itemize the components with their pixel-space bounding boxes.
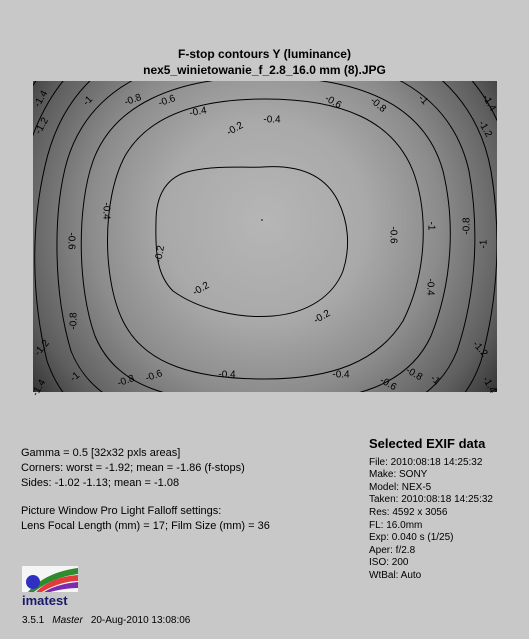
pw-settings — [21, 504, 270, 534]
contour-label: -0.2 — [190, 280, 212, 299]
contour-label: -1 — [415, 93, 430, 108]
contour-label: -0.8 — [367, 95, 389, 115]
contour-label: -0.4 — [263, 114, 281, 126]
contour-label: -0.8 — [68, 312, 80, 330]
logo-text: imatest — [22, 593, 68, 608]
exif-row: Taken: 2010:08:18 14:25:32 — [369, 494, 493, 506]
corners-text: Corners: worst = -1.92; mean = -1.86 (f-stops) — [21, 462, 245, 474]
contour-label: -0.4 — [100, 202, 112, 220]
contour-label: -0.2 — [311, 308, 333, 327]
run-date: 20-Aug-2010 13:08:06 — [90, 615, 191, 626]
exif-title: Selected EXIF data — [369, 436, 486, 451]
contour-label: -1.4 — [479, 92, 498, 114]
contour-label: -0.8 — [461, 217, 473, 235]
center-marker — [261, 219, 263, 221]
contour-label: -1 — [81, 94, 96, 109]
contour-label: -0.6 — [144, 368, 165, 385]
version-line — [22, 615, 190, 626]
contour-label: -0.4 — [424, 278, 436, 296]
plot-background — [33, 81, 497, 392]
exif-row: Exp: 0.040 s (1/25) — [369, 532, 454, 544]
gamma-text: Gamma = 0.5 [32x32 pxls areas] — [21, 447, 181, 459]
contour-label: -1.4 — [479, 374, 498, 396]
pw-title: Picture Window Pro Light Falloff settings: — [21, 505, 222, 517]
exif-row: File: 2010:08:18 14:25:32 — [369, 456, 483, 468]
exif-row: Aper: f/2.8 — [369, 544, 416, 556]
exif-row: WtBal: Auto — [369, 569, 422, 581]
exif-row: Model: NEX-5 — [369, 481, 432, 493]
contour-label: -0.6 — [322, 93, 344, 112]
contour-label: -0.8 — [123, 92, 144, 109]
contour-label: -1 — [427, 373, 442, 388]
contour-label: -0.4 — [332, 369, 350, 381]
falloff-stats — [21, 446, 245, 491]
contour-label: -1 — [425, 221, 437, 231]
exif-row: ISO: 200 — [369, 557, 409, 569]
exif-row: FL: 16.0mm — [369, 519, 423, 531]
contour-label: -0.4 — [188, 105, 208, 120]
contour-label: -1.4 — [30, 377, 49, 399]
contour-label: -1.2 — [32, 337, 52, 359]
contour-label: -0.6 — [65, 232, 77, 250]
contour-label: -1.2 — [470, 338, 490, 360]
pw-values: Lens Focal Length (mm) = 17; Film Size (mm) = 36 — [21, 520, 270, 532]
contour-label: -0.2 — [224, 120, 246, 139]
edition-label: Master — [52, 615, 83, 626]
contour-label: -1.4 — [32, 88, 51, 110]
version-number: 3.5.1 — [22, 615, 45, 626]
exif-row: Res: 4592 x 3056 — [369, 506, 448, 518]
contour-label: -0.6 — [387, 226, 399, 244]
contour-label: -1 — [68, 370, 83, 385]
contour-label: -0.8 — [403, 365, 425, 384]
contour-label: -1 — [478, 239, 490, 249]
contour-label: -0.4 — [218, 369, 236, 381]
contour-label: -0.6 — [157, 93, 178, 110]
sides-text: Sides: -1.02 -1.13; mean = -1.08 — [21, 477, 180, 489]
exif-row: Make: SONY — [369, 469, 428, 481]
exif-panel — [369, 438, 493, 583]
contour-label: -0.2 — [153, 244, 168, 264]
contour-label: -0.6 — [377, 375, 399, 394]
chart-subtitle: nex5_winietowanie_f_2.8_16.0 mm (8).JPG — [143, 63, 386, 77]
contour-label: -0.8 — [116, 373, 137, 390]
contour-plot — [30, 81, 498, 399]
chart-title: F-stop contours Y (luminance) — [178, 47, 351, 61]
contour-label: -1.2 — [475, 118, 494, 140]
contour-label: -1.2 — [33, 115, 52, 137]
